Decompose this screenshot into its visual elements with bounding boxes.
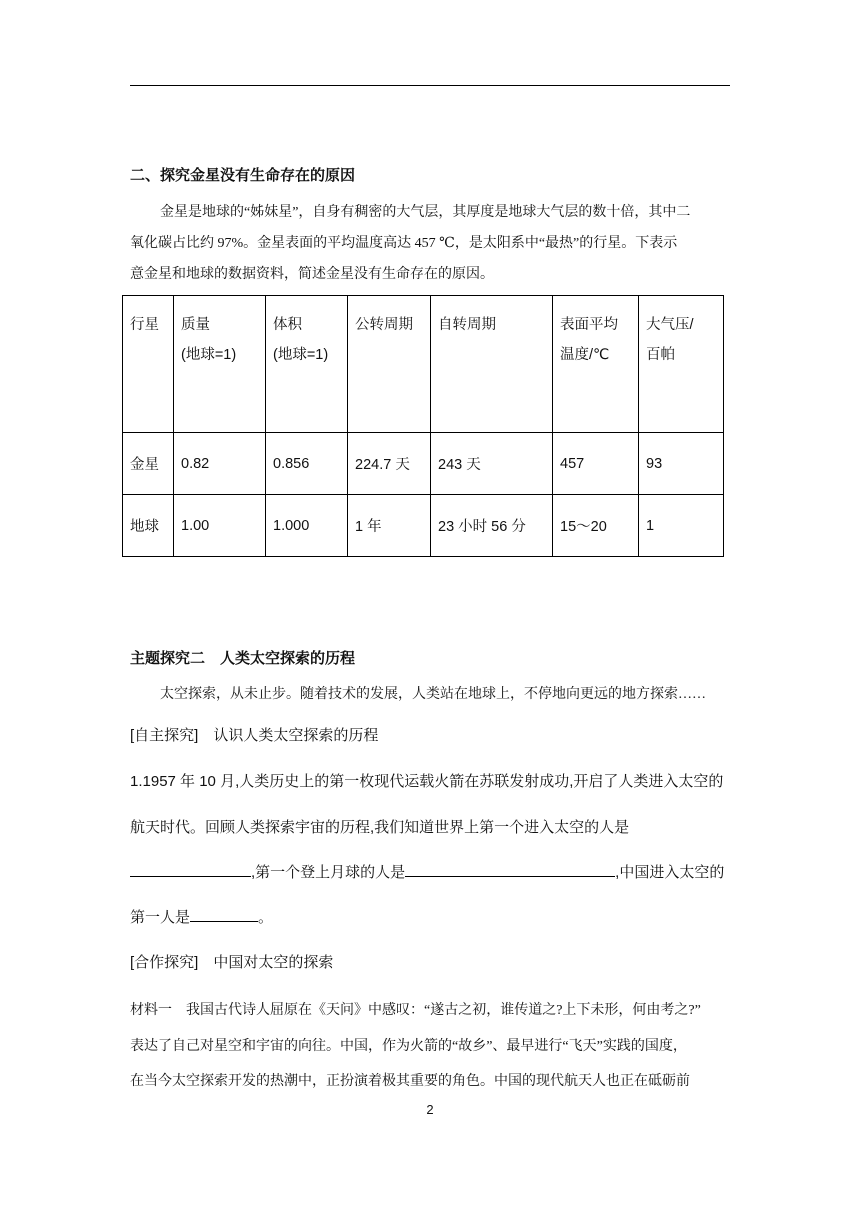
table-row: [123, 433, 724, 495]
table-cell: 243 天: [431, 433, 553, 495]
self-study-heading: [自主探究] 认识人类太空探索的历程: [130, 727, 379, 744]
table-cell: 1: [639, 495, 724, 557]
table-cell: 224.7 天: [348, 433, 431, 495]
theme-intro: 太空探索，从未止步。随着技术的发展，人类站在地球上，不停地向更远的地方探索……: [160, 687, 706, 702]
material-line-2: 表达了自己对星空和宇宙的向往。中国，作为火箭的“故乡”、最早进行“飞天”实践的国度，: [130, 1039, 687, 1054]
answer-blank-first-in-space[interactable]: [130, 876, 251, 877]
table-header-cell: 质量 (地球=1): [174, 296, 266, 433]
question-1-line-2: 航天时代。回顾人类探索宇宙的历程,我们知道世界上第一个进入太空的人是: [130, 819, 630, 836]
table-row: [123, 495, 724, 557]
table-header-cell: 大气压/ 百帕: [639, 296, 724, 433]
table-cell: 23 小时 56 分: [431, 495, 553, 557]
answer-blank-first-on-moon[interactable]: [405, 876, 615, 877]
planet-data-table: [122, 295, 724, 557]
table-header-cell: 行星: [123, 296, 174, 433]
material-line-3: 在当今太空探索开发的热潮中，正扮演着极其重要的角色。中国的现代航天人也正在砥砺前: [130, 1074, 690, 1089]
intro-line-3: 意金星和地球的数据资料，简述金星没有生命存在的原因。: [130, 267, 494, 282]
material-line-1: 材料一 我国古代诗人屈原在《天问》中感叹：“遂古之初，谁传道之?上下未形，何由考之?”: [130, 1001, 701, 1018]
page-number: 2: [426, 1102, 434, 1117]
table-cell: 15～20: [553, 495, 639, 557]
material-label: 材料一: [130, 1001, 172, 1017]
table-cell: 93: [639, 433, 724, 495]
question-1-line-1: 1.1957 年 10 月,人类历史上的第一枚现代运载火箭在苏联发射成功,开启了人类进入太空的: [130, 773, 724, 790]
table-header-cell: 自转周期: [431, 296, 553, 433]
coop-study-heading: [合作探究] 中国对太空的探索: [130, 954, 334, 971]
table-header-cell: 体积 (地球=1): [266, 296, 348, 433]
table-header-cell: 公转周期: [348, 296, 431, 433]
intro-line-1: 金星是地球的“姊妹星”，自身有稠密的大气层，其厚度是地球大气层的数十倍，其中二: [160, 205, 691, 220]
answer-blank-china-first[interactable]: [190, 921, 258, 922]
table-cell: 1 年: [348, 495, 431, 557]
table-cell: 金星: [123, 433, 174, 495]
table-cell: 457: [553, 433, 639, 495]
theme-title: 主题探究二 人类太空探索的历程: [130, 650, 356, 667]
table-cell: 地球: [123, 495, 174, 557]
table-header-row: [123, 296, 724, 433]
table-cell: 0.82: [174, 433, 266, 495]
question-1-line-4: 第一人是 。: [130, 909, 274, 926]
table-cell: 0.856: [266, 433, 348, 495]
question-1-line-3: ,第一个登上月球的人是 ,中国进入太空的: [130, 861, 724, 882]
intro-line-2: 氧化碳占比约 97%。金星表面的平均温度高达 457 ℃，是太阳系中“最热”的行星。下表示: [130, 236, 678, 251]
header-rule: [130, 85, 730, 86]
table-cell: 1.000: [266, 495, 348, 557]
table-cell: 1.00: [174, 495, 266, 557]
section-title: 二、探究金星没有生命存在的原因: [130, 167, 356, 184]
table-header-cell: 表面平均 温度/℃: [553, 296, 639, 433]
